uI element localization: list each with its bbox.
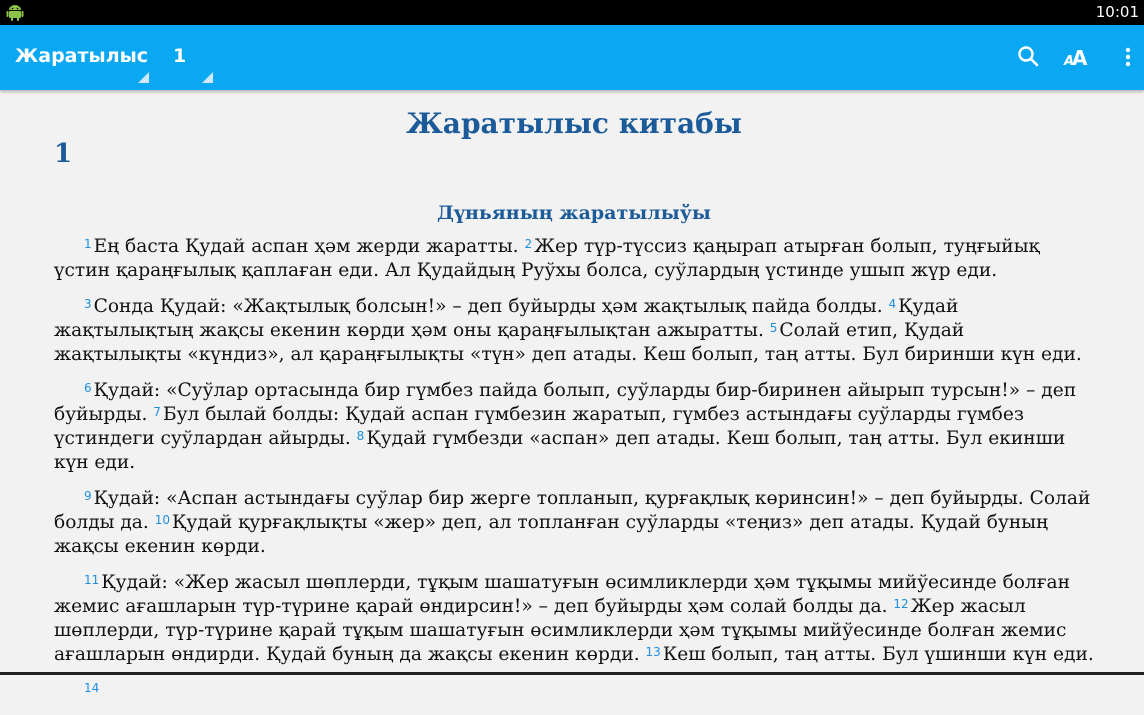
verse-paragraph <box>54 295 1094 367</box>
verse-text: Қудай: «Суўлар ортасында бир гүмбез пайда болып, суўларды бир-биринен айырып турсын!» – деп буйырды. <box>54 380 1077 425</box>
verse-text: Кеш болып, таң атты. Бул үшинши күн еди. <box>662 644 1094 665</box>
chapter-content <box>54 90 1094 715</box>
chapter-number: 1 <box>54 139 73 169</box>
verse-number[interactable]: 7 <box>153 405 161 419</box>
verse-paragraph <box>54 379 1094 475</box>
book-title: Жаратылыс китабы <box>406 107 742 140</box>
svg-text:A: A <box>1072 46 1088 70</box>
svg-text:A: A <box>1064 54 1075 69</box>
verse-text: Бул былай болды: Қудай аспан гүмбезин жаратып, гүмбез астындағы суўларды гүмбез үстиндеги суўлардан айырды. <box>54 404 1024 449</box>
verse-text: Қудай гүмбезди «аспан» деп атады. Кеш болып, таң атты. Бул екинши күн еди. <box>54 428 1066 473</box>
text-size-icon[interactable] <box>1062 43 1090 71</box>
verse-number[interactable]: 13 <box>645 645 661 659</box>
verse-number[interactable]: 1 <box>84 237 92 251</box>
chapter-dropdown-indicator-icon <box>202 72 213 83</box>
verse-text: Қудай: «Аспан астындағы суўлар бир жерге топланып, қурғақлық көринсин!» – деп буйырды. Солай болды да. <box>54 488 1091 533</box>
book-selector[interactable]: Жаратылыс <box>15 45 149 67</box>
verse-text: Жер жасыл шөплерди, түр-түрине қарай тұқым шашатуғын өсимликлерди ҳәм тұқымы мийўесинде болған жемис ағашларын өндирди. Қудай буның да жақсы екенин көрди. <box>54 596 1067 665</box>
verse-paragraph <box>54 571 1094 667</box>
status-bar <box>0 0 1144 25</box>
android-icon <box>6 4 24 22</box>
verse-number[interactable]: 4 <box>888 297 897 311</box>
verse-paragraph <box>54 487 1094 559</box>
verse-number[interactable]: 12 <box>893 597 909 611</box>
book-dropdown-indicator-icon <box>138 72 149 83</box>
search-icon[interactable] <box>1015 43 1043 71</box>
verse-number[interactable]: 8 <box>356 429 365 443</box>
verse-text: Солай етип, Қудай жақтылықты «күндиз», ал қараңғылықты «түн» деп атады. Кеш болып, таң атты. Бул биринши күн еди. <box>54 320 1082 365</box>
verse-number[interactable]: 5 <box>769 321 778 335</box>
verse-text: Қудай жақтылықтың жақсы екенин көрди ҳәм оны қараңғылықтан ажыратты. <box>54 296 959 341</box>
verse-paragraph <box>54 235 1094 283</box>
verse-text: Қудай: «Жер жасыл шөплерди, тұқым шашатуғын өсимликлерди ҳәм тұқымы мийўесинде болған жемис ағашларын түр-түрине қарай өндирсин!» – деп буйырды ҳәм солай болды да. <box>54 572 1071 617</box>
status-clock: 10:01 <box>1095 3 1139 21</box>
section-heading: Дүньяның жаратылыўы <box>437 202 711 224</box>
more-vert-icon[interactable] <box>1114 43 1142 71</box>
verse-number[interactable]: 6 <box>84 381 92 395</box>
verse-text: Қудай қурғақлықты «жер» деп, ал топланған суўларды «теңиз» деп атады. Қудай буның жақсы екенин көрди. <box>54 512 1049 557</box>
verse-number[interactable]: 2 <box>524 237 533 251</box>
verse-number[interactable]: 9 <box>84 489 92 503</box>
verse-paragraphs <box>54 235 1094 667</box>
verse-text: Жер түр-түссиз қаңырап атырған болып, туңғыйық үстин қараңғылық қаплаған еди. Ал Қудайдың Руўхы болса, суўлардың үстинде ушып жүр еди. <box>54 236 1040 281</box>
app-bar <box>0 25 1144 90</box>
chapter-selector[interactable]: 1 <box>173 45 187 67</box>
verse-number[interactable]: 14 <box>84 681 100 695</box>
verse-number[interactable]: 10 <box>154 513 170 527</box>
verse-number[interactable]: 11 <box>84 573 100 587</box>
verse-text: Сонда Қудай: «Жақтылық болсын!» – деп буйырды ҳәм жақтылық пайда болды. <box>93 296 889 317</box>
verse-number[interactable]: 3 <box>84 297 92 311</box>
partial-paragraph <box>54 679 1094 703</box>
verse-text: Ең баста Қудай аспан ҳәм жерди жаратты. <box>93 236 525 257</box>
